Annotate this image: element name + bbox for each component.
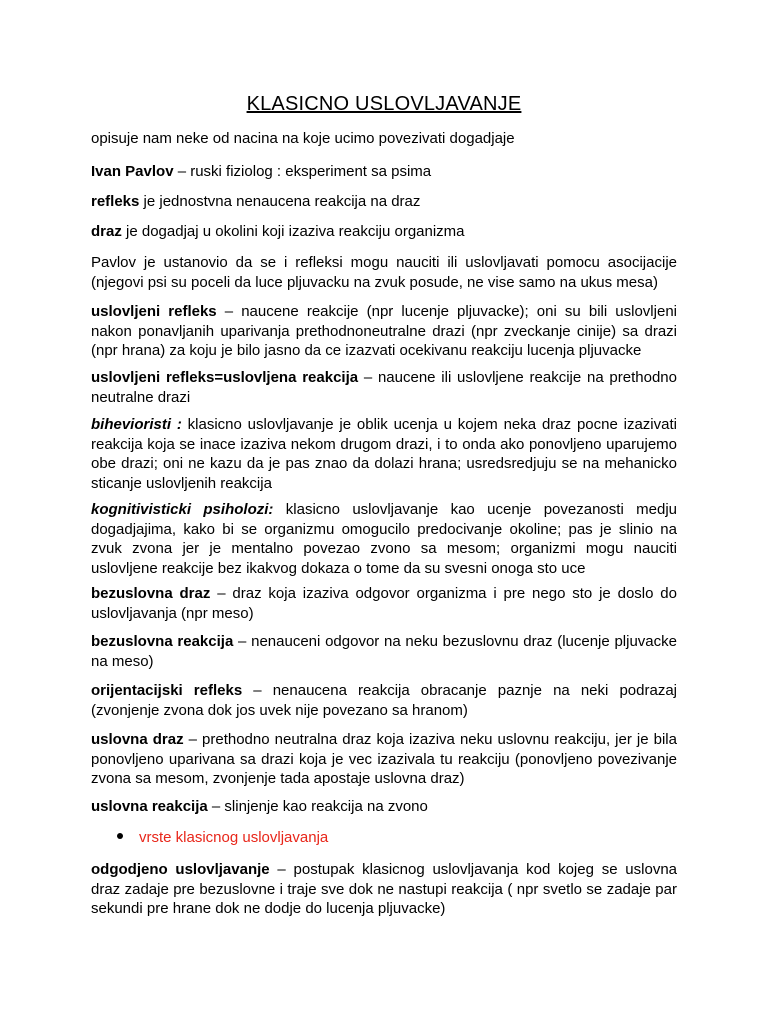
ustanovio-text: Pavlov je ustanovio da se i refleksi mogu nauciti ili uslovljavati pomocu asocijacije (njegovi psi su poceli da luce pljuvacku na zvuk posude, ne vise samo na ukus mesa) bbox=[91, 254, 677, 291]
orijentacijski-text: – nenaucena reakcija obracanje paznje na neki podrazaj (zvonjenje zvona dok jos uvek nije povezano sa hranom) bbox=[91, 682, 677, 719]
term-odgodjeno-uslovljavanje: odgodjeno uslovljavanje bbox=[91, 861, 270, 878]
uslovljeni-refleks-text: – naucene reakcije (npr lucenje pljuvacke); oni su bili uslovljeni nakon ponavljanih uparivanja prethodnoneutralne drazi (npr zveckanje cinije) sa drazi (npr hrana) za koju je bilo jasno da ce izazvati ocekivanu reakciju lucenja pljuvacke bbox=[91, 303, 677, 359]
bezuslovna-reakcija-text: – nenauceni odgovor na neku bezuslovnu draz (lucenje pljuvacke na meso) bbox=[91, 633, 677, 670]
uslovljena-reakcija-text: – naucene ili uslovljene reakcije na prethodno neutralne drazi bbox=[91, 369, 677, 406]
term-draz: draz bbox=[91, 223, 122, 240]
term-bihevioristi: bihevioristi : bbox=[91, 416, 182, 433]
page-title: KLASICNO USLOVLJAVANJE bbox=[246, 93, 522, 115]
uslovna-draz-text: – prethodno neutralna draz koja izaziva neku uslovnu reakciju, jer je bila ponovljeno uparivana sa drazi koja je vec izazivala tu reakciju (ponovljeno povezivanje zvona sa mesom, zvonjenje tada apostaje uslovna draz) bbox=[91, 731, 677, 787]
paragraph-pavlov-ustanovio bbox=[91, 253, 677, 292]
intro-text: opisuje nam neke od nacina na koje ucimo povezivati dogadjaje bbox=[91, 130, 515, 147]
bullet-item-text: vrste klasicnog uslovljavanja bbox=[139, 829, 329, 846]
paragraph-bezuslovna-draz bbox=[91, 584, 677, 623]
paragraph-uslovljena-reakcija bbox=[91, 368, 677, 407]
paragraph-uslovljeni-refleks bbox=[91, 302, 677, 361]
term-uslovna-reakcija: uslovna reakcija bbox=[91, 798, 208, 815]
term-refleks: refleks bbox=[91, 193, 140, 210]
paragraph-intro bbox=[91, 129, 677, 149]
term-ivan-pavlov: Ivan Pavlov bbox=[91, 163, 174, 180]
paragraph-orijentacijski-refleks bbox=[91, 681, 677, 720]
draz-text: je dogadjaj u okolini koji izaziva reakciju organizma bbox=[121, 223, 465, 240]
refleks-text: je jednostvna nenaucena reakcija na draz bbox=[139, 193, 421, 210]
bullet-list-item bbox=[117, 828, 617, 848]
paragraph-draz bbox=[91, 222, 677, 242]
kognitivisticki-text: klasicno uslovljavanje kao ucenje povezanosti medju dogadjajima, kako bi se organizmu omogucilo predocivanje okoline; pas je slinio na zvuk zvona jer je mentalno povezao zvono sa mesom; organizmi mogu nauciti uslovljene reakcije bez ikakvog dokaza o tome da su svesni onoga sto uce bbox=[91, 501, 677, 577]
term-bezuslovna-draz: bezuslovna draz bbox=[91, 585, 211, 602]
bezuslovna-draz-text: – draz koja izaziva odgovor organizma i pre nego sto je doslo do uslovljavanja (npr meso) bbox=[91, 585, 677, 622]
term-kognitivisticki-psiholozi: kognitivisticki psiholozi: bbox=[91, 501, 274, 518]
paragraph-uslovna-reakcija bbox=[91, 797, 677, 817]
bihevioristi-text: klasicno uslovljavanje je oblik ucenja u kojem neka draz pocne izazivati reakcija koja se inace izaziva nekom drugom drazi, i to onda ako ponovljeno uparujemo obe drazi; oni ne kazu da je pas znao da dolazi hrana; usredsredjuju se na mehanicko sticanje uslovljenih reakcija bbox=[91, 416, 677, 492]
paragraph-uslovna-draz bbox=[91, 730, 677, 789]
paragraph-bihevioristi bbox=[91, 415, 677, 493]
bullet-icon bbox=[117, 833, 123, 839]
term-uslovljeni-refleks: uslovljeni refleks bbox=[91, 303, 217, 320]
paragraph-bezuslovna-reakcija bbox=[91, 632, 677, 671]
paragraph-odgodjeno-uslovljavanje bbox=[91, 860, 677, 919]
uslovna-reakcija-text: – slinjenje kao reakcija na zvono bbox=[207, 798, 428, 815]
odgodjeno-text: – postupak klasicnog uslovljavanja kod kojeg se uslovna draz zadaje pre bezuslovne i traje sve dok ne nastupi reakcija ( npr svetlo se zadaje par sekundi pre hrane dok ne dodje do lucenja pljuvacke) bbox=[91, 861, 677, 917]
term-bezuslovna-reakcija: bezuslovna reakcija bbox=[91, 633, 234, 650]
pavlov-text: – ruski fiziolog : eksperiment sa psima bbox=[173, 163, 432, 180]
paragraph-refleks bbox=[91, 192, 677, 212]
term-uslovljena-reakcija: uslovljeni refleks=uslovljena reakcija bbox=[91, 369, 359, 386]
term-orijentacijski-refleks: orijentacijski refleks bbox=[91, 682, 243, 699]
paragraph-pavlov bbox=[91, 162, 677, 182]
term-uslovna-draz: uslovna draz bbox=[91, 731, 184, 748]
paragraph-kognitivisticki bbox=[91, 500, 677, 578]
